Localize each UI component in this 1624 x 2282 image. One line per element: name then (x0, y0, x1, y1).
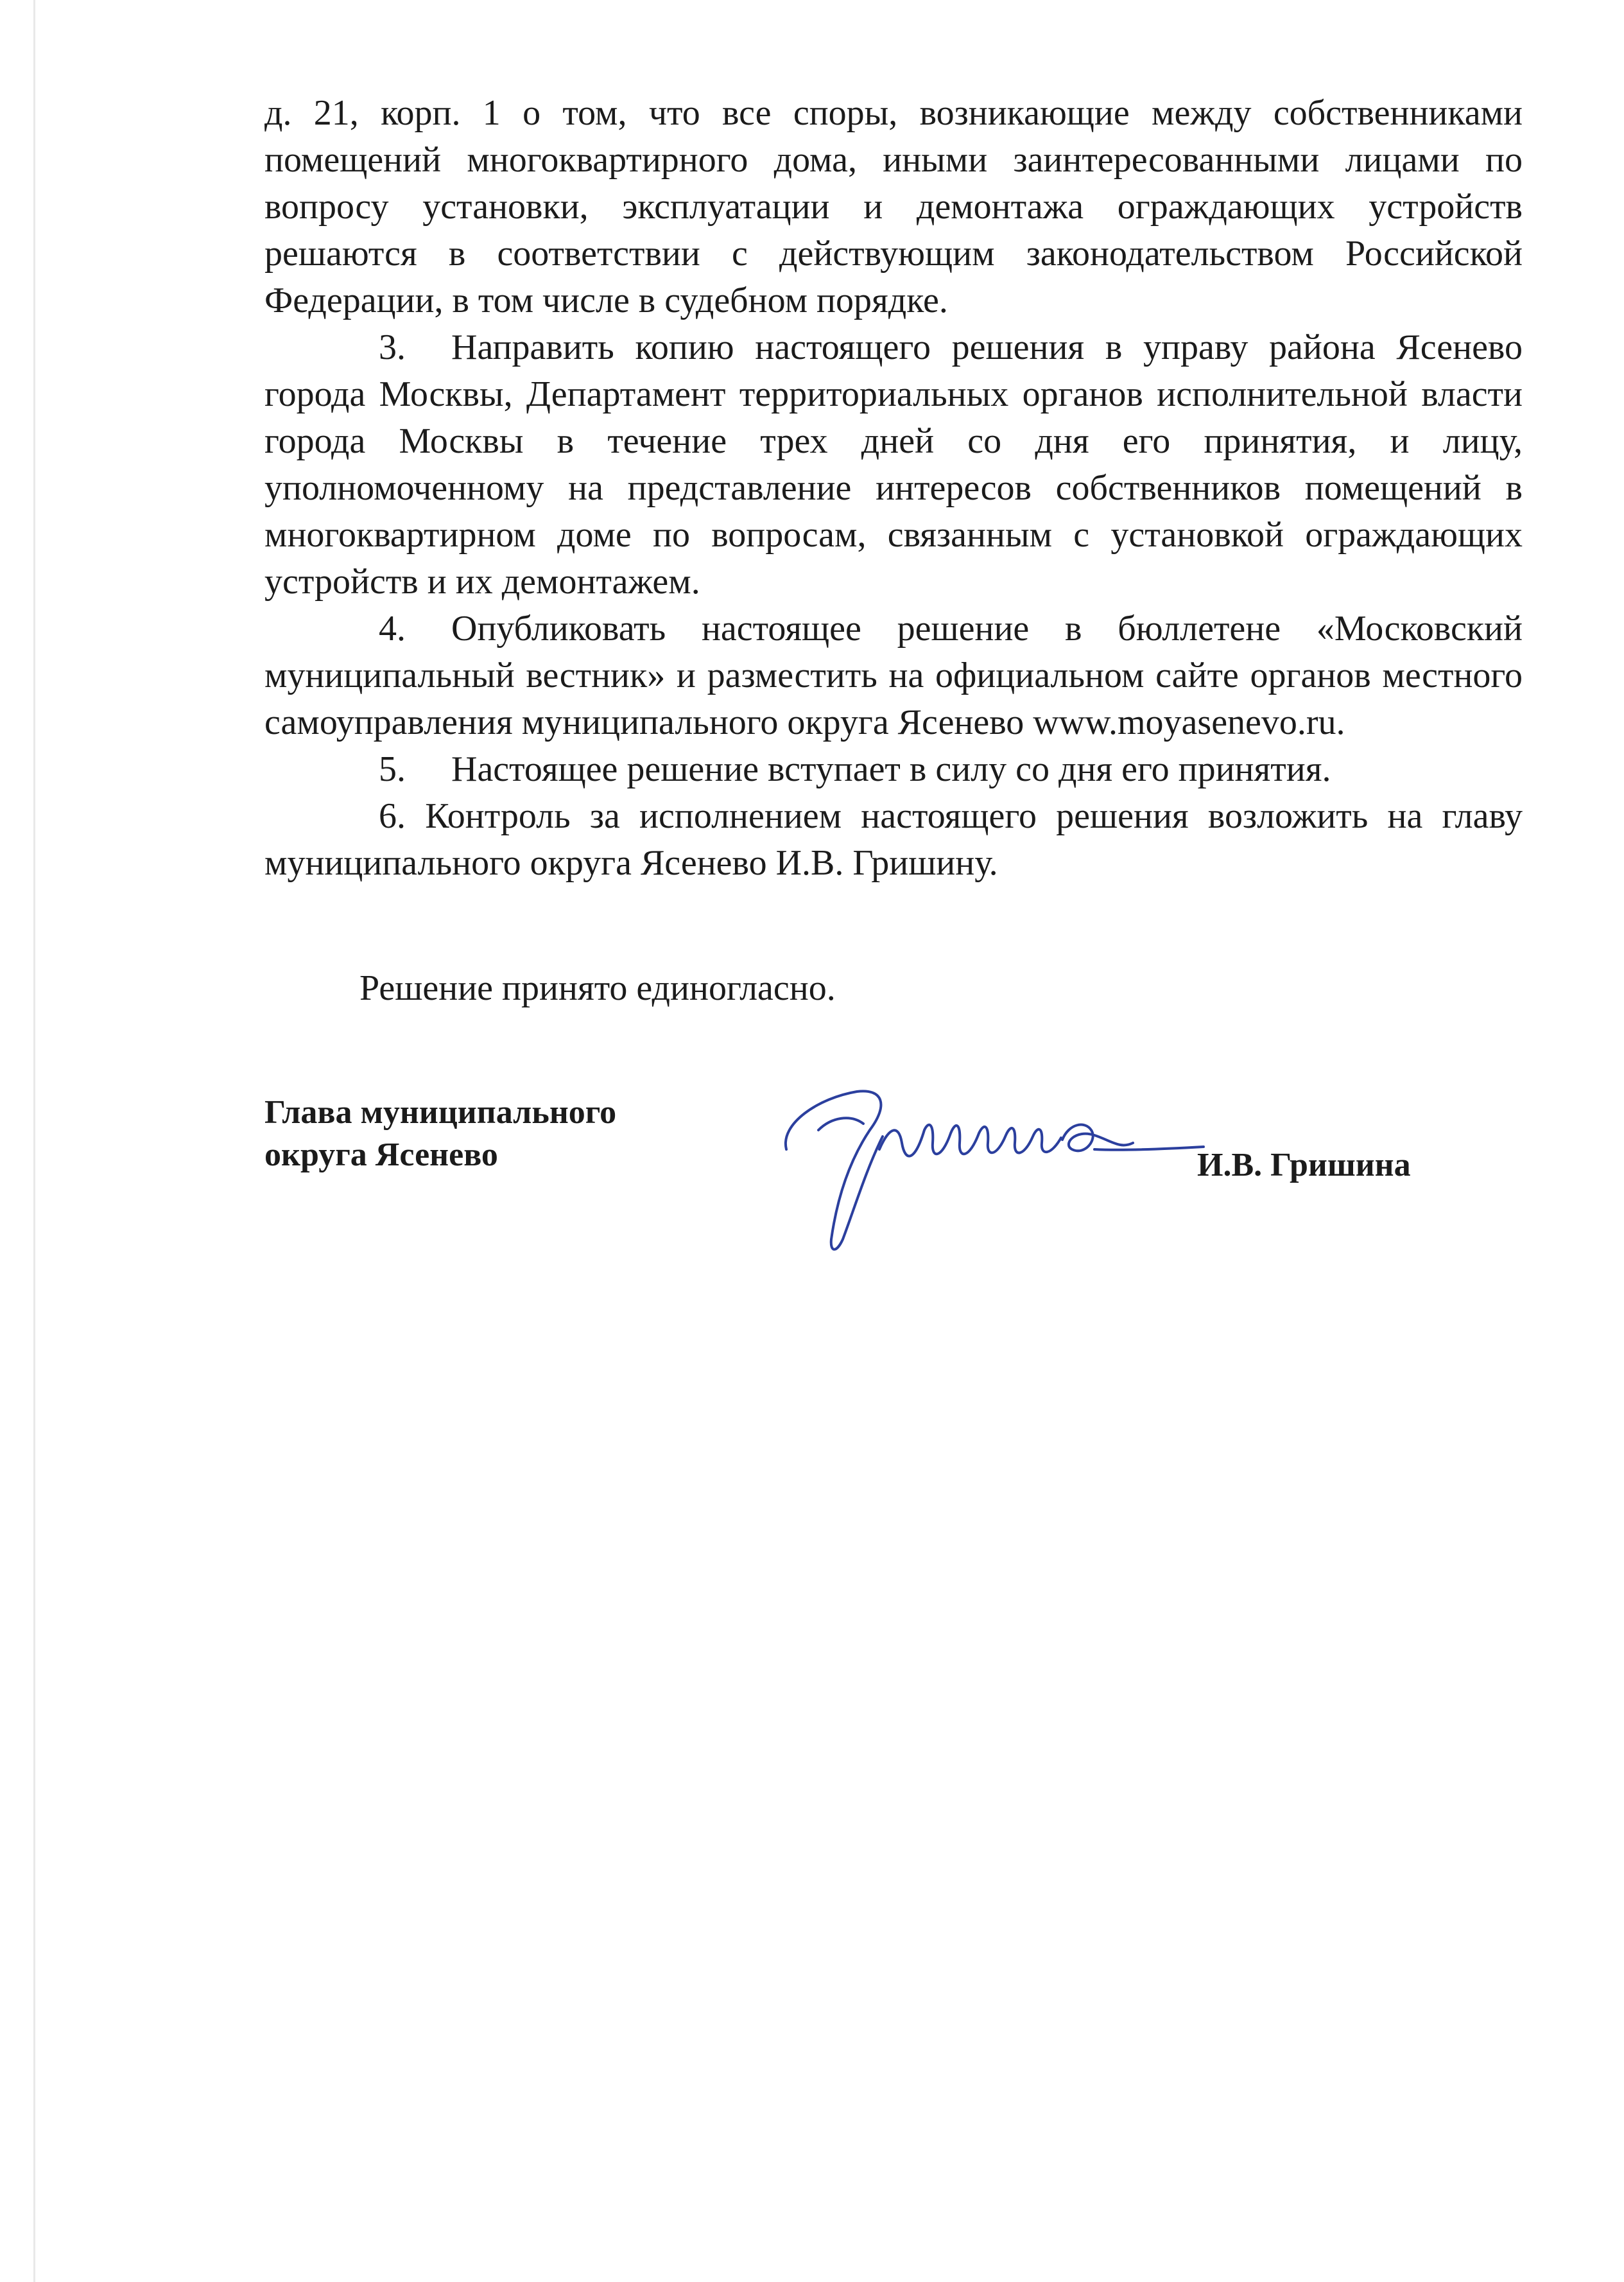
signatory-title-line-1: Глава муниципального (264, 1094, 617, 1131)
document-body (264, 90, 1523, 887)
paragraph-continuation: д. 21, корп. 1 о том, что все споры, возникающие между собственниками помещений многоквартирного дома, иными заинтересованными лицами по вопросу установки, эксплуатации и демонтажа ограждающих устройств решаются в соответствии с действующим законодательством Российской Федерации, в том числе в судебном порядке. (264, 93, 1523, 320)
decision-note: Решение принято единогласно. (359, 968, 836, 1008)
paragraph-item-4 (264, 605, 1523, 746)
scan-edge-shadow (33, 0, 35, 2282)
signatory-title (264, 1092, 616, 1176)
paragraph-number: 3. (379, 327, 406, 367)
signatory-name: И.В. Гришина (1197, 1147, 1411, 1183)
signatory-title-line-2: округа Ясенево (264, 1137, 498, 1173)
paragraph-number: 5. (379, 749, 406, 789)
paragraph-item-6: 6. Контроль за исполнением настоящего решения возложить на главу муниципального округа Ясенево И.В. Гришину. (264, 796, 1523, 883)
paragraph-text: Опубликовать настоящее решение в бюллетене «Московский муниципальный вестник» и разместить на официальном сайте органов местного самоуправления муниципального округа Ясенево www.moyasenevo.ru. (264, 609, 1523, 742)
paragraph-item-5 (264, 746, 1523, 793)
paragraph-number: 4. (379, 609, 406, 649)
paragraph-item-3 (264, 324, 1523, 605)
paragraph-text: Направить копию настоящего решения в управу района Ясенево города Москвы, Департамент территориальных органов исполнительной власти города Москвы в течение трех дней со дня его принятия, и лицу, уполномоченному на представление интересов собственников помещений в многоквартирном доме по вопросам, связанным с установкой ограждающих устройств и их демонтажем. (264, 327, 1523, 602)
paragraph-text: Настоящее решение вступает в силу со дня его принятия. (451, 749, 1331, 789)
handwritten-signature (761, 1053, 1210, 1271)
